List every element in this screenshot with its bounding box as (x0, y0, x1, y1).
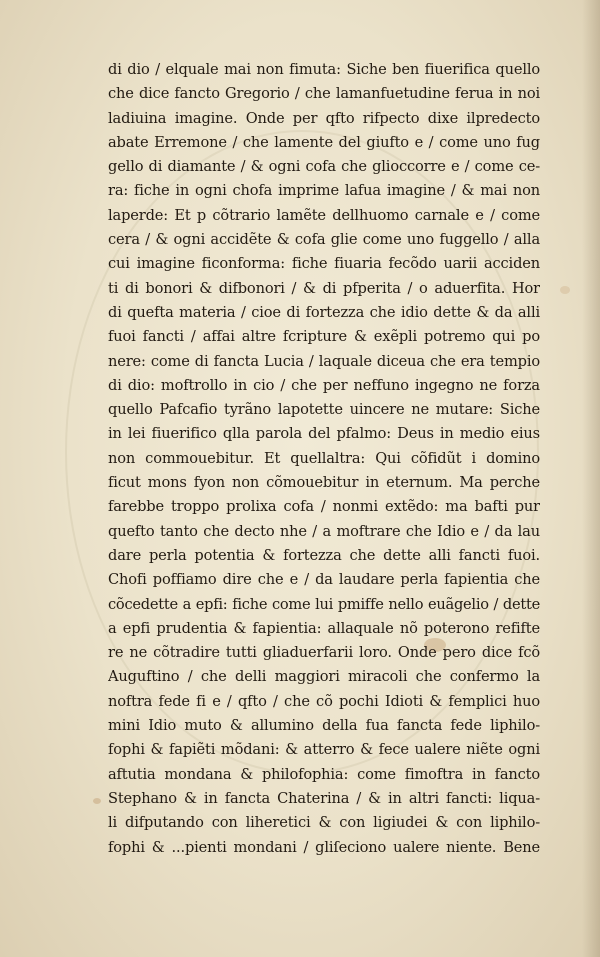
text-line: gello di diamante / & ogni cofa che glioccorre e / come ce- (108, 158, 540, 176)
text-line: a epfi prudentia & fapientia: allaquale nõ poterono refifte (108, 619, 540, 637)
text-line: fophi & fapiẽti mõdani: & atterro & fece ualere niẽte ogni (108, 741, 540, 759)
text-line: nere: come di fancta Lucia / laquale diceua che era tempio (108, 352, 540, 370)
page-edge-shadow (582, 0, 600, 957)
paper-stain (93, 798, 101, 804)
text-line: mini Idio muto & allumino della fua fancta fede liphilo- (108, 717, 540, 735)
text-line: cõcedette a epfi: fiche come lui pmiffe nello euãgelio / dette (108, 595, 540, 613)
text-line: cera / & ogni accidẽte & cofa glie come uno fuggello / alla (108, 231, 540, 249)
text-line: quello Pafcafio tyrãno lapotette uincere ne mutare: Siche (108, 401, 540, 419)
text-line: aftutia mondana & philofophia: come fimoftra in fancto (108, 765, 540, 783)
text-line: fophi & ...pienti mondani / gliſeciono ualere niente. Bene (108, 838, 540, 856)
body-text (108, 58, 540, 860)
text-line: ti di bonori & difbonori / & di pfperita / o aduerfita. Hor (108, 279, 540, 297)
text-line: ra: fiche in ogni chofa imprime lafua imagine / & mai non (108, 182, 540, 200)
paper-stain (560, 286, 570, 294)
text-line: farebbe troppo prolixa cofa / nonmi extẽdo: ma bafti pur (108, 498, 540, 516)
text-line: ficut mons fyon non cõmouebitur in eternum. Ma perche (108, 474, 540, 492)
text-line: in lei fiuerifico qlla parola del pfalmo: Deus in medio eius (108, 425, 540, 443)
text-line: di dio: moftrollo in cio / che per neffuno ingegno ne forza (108, 376, 540, 394)
text-line: quefto tanto che decto nhe / a moftrare che Idio e / da lau (108, 522, 540, 540)
text-line: dare perla potentia & fortezza che dette alli fancti fuoi. (108, 546, 540, 564)
text-line: li difputando con liheretici & con ligiudei & con liphilo- (108, 814, 540, 832)
text-line: abate Erremone / che lamente del giufto e / come uno fug (108, 133, 540, 151)
text-line: che dice fancto Gregorio / che lamanfuetudine ferua in noi (108, 85, 540, 103)
text-line: re ne cõtradire tutti gliaduerfarii loro. Onde pero dice fcõ (108, 644, 540, 662)
text-line: laperde: Et p cõtrario lamẽte dellhuomo carnale e / come (108, 206, 540, 224)
text-line: di dio / elquale mai non fimuta: Siche ben fiuerifica quello (108, 61, 540, 78)
text-line: Stephano & in fancta Chaterina / & in altri fancti: liqua- (108, 789, 540, 807)
text-line: fuoi fancti / affai altre fcripture & exẽpli potremo qui po (108, 328, 540, 346)
text-line: non commouebitur. Et quellaltra: Qui cõfidũt i domino (108, 449, 540, 467)
text-line: noftra fede fi e / qfto / che cõ pochi Idioti & femplici huo (108, 692, 540, 710)
text-line: di quefta materia / cioe di fortezza che idio dette & da alli (108, 303, 540, 321)
text-line: Chofi poffiamo dire che e / da laudare perla fapientia che (108, 571, 540, 589)
text-line: ladiuina imagine. Onde per qfto rifpecto dixe ilpredecto (108, 109, 540, 127)
text-line: cui imagine ficonforma: fiche fiuaria fecõdo uarii acciden (108, 255, 540, 273)
text-line: Auguftino / che delli maggiori miracoli che confermo la (108, 668, 540, 686)
